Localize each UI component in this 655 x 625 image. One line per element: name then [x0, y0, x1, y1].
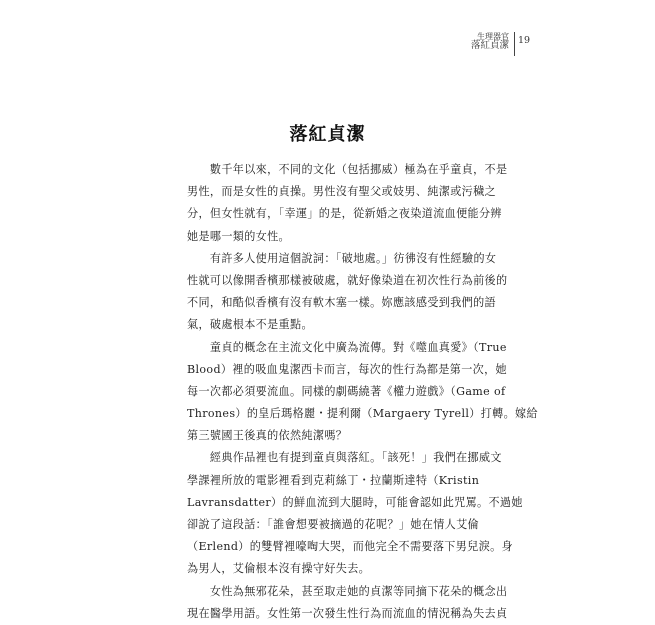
text-line: 男性，而是女性的貞操。男性沒有聖父或妓男、純潔或污穢之	[187, 185, 496, 199]
text-line: 分，但女性就有，「幸運」的是，從新婚之夜染道流血便能分辨	[187, 207, 502, 221]
text-line: 學課裡所放的電影裡看到克莉絲丁・拉蘭斯達特（Kristin	[187, 473, 480, 487]
page-number: 19	[518, 35, 531, 46]
text-line: 為男人，艾倫根本沒有操守好失去。	[187, 562, 371, 576]
text-line: 每一次都必須要流血。同樣的劇碼繞著《權力遊戲》（Game of	[187, 384, 506, 398]
text-line: 經典作品裡也有提到童貞與落紅。「該死！」我們在挪威文	[187, 451, 502, 465]
text-line: 數千年以來，不同的文化（包括挪威）極為在乎童貞，不是	[187, 163, 508, 176]
text-line: Lavransdatter）的鮮血流到大腿時，可能會認如此咒罵。不過她	[187, 495, 523, 509]
text-line: 有許多人使用這個說詞：「破地處。」彷彿沒有性經驗的女	[187, 251, 497, 265]
text-line: Thrones）的皇后瑪格麗・提利爾（Margaery Tyrell）打轉。嫁給	[187, 407, 538, 421]
text-line: 童貞的概念在主流文化中廣為流傳。對《噬血真愛》（True	[187, 340, 507, 354]
running-header	[471, 32, 509, 52]
header-divider	[514, 32, 515, 56]
text-line: 性就可以像開香檳那樣被破處，就好像染道在初次性行為前後的	[187, 273, 508, 287]
text-line: 不同，和酷似香檳有沒有軟木塞一樣。妳應該感受到我們的語	[187, 296, 496, 310]
text-line: Blood）裡的吸血鬼潔西卡而言，每次的性行為都是第一次，她	[187, 362, 508, 376]
text-line: 她是哪一類的女性。	[187, 229, 290, 243]
text-line: 第三號國王後真的依然純潔嗎？	[187, 429, 348, 443]
running-header-chapter: 生理器官	[477, 32, 509, 41]
text-line: 氣，破處根本不是重點。	[187, 318, 313, 332]
text-line: 現在醫學用語。女性第一次發生性行為而流血的情況稱為失去貞	[187, 606, 508, 620]
running-header-section: 落紅貞潔	[470, 40, 509, 52]
text-line: （Erlend）的雙臂裡嚎啕大哭，而他完全不需要落下男兒淚。身	[187, 540, 513, 554]
text-line: 卻說了這段話：「誰會想要被摘過的花呢？」她在情人艾倫	[187, 518, 479, 531]
chapter-title: 落紅貞潔	[289, 124, 366, 145]
body-text	[187, 159, 538, 625]
text-line: 女性為無邪花朵，甚至取走她的貞潔等同摘下花朵的概念出	[187, 584, 508, 598]
